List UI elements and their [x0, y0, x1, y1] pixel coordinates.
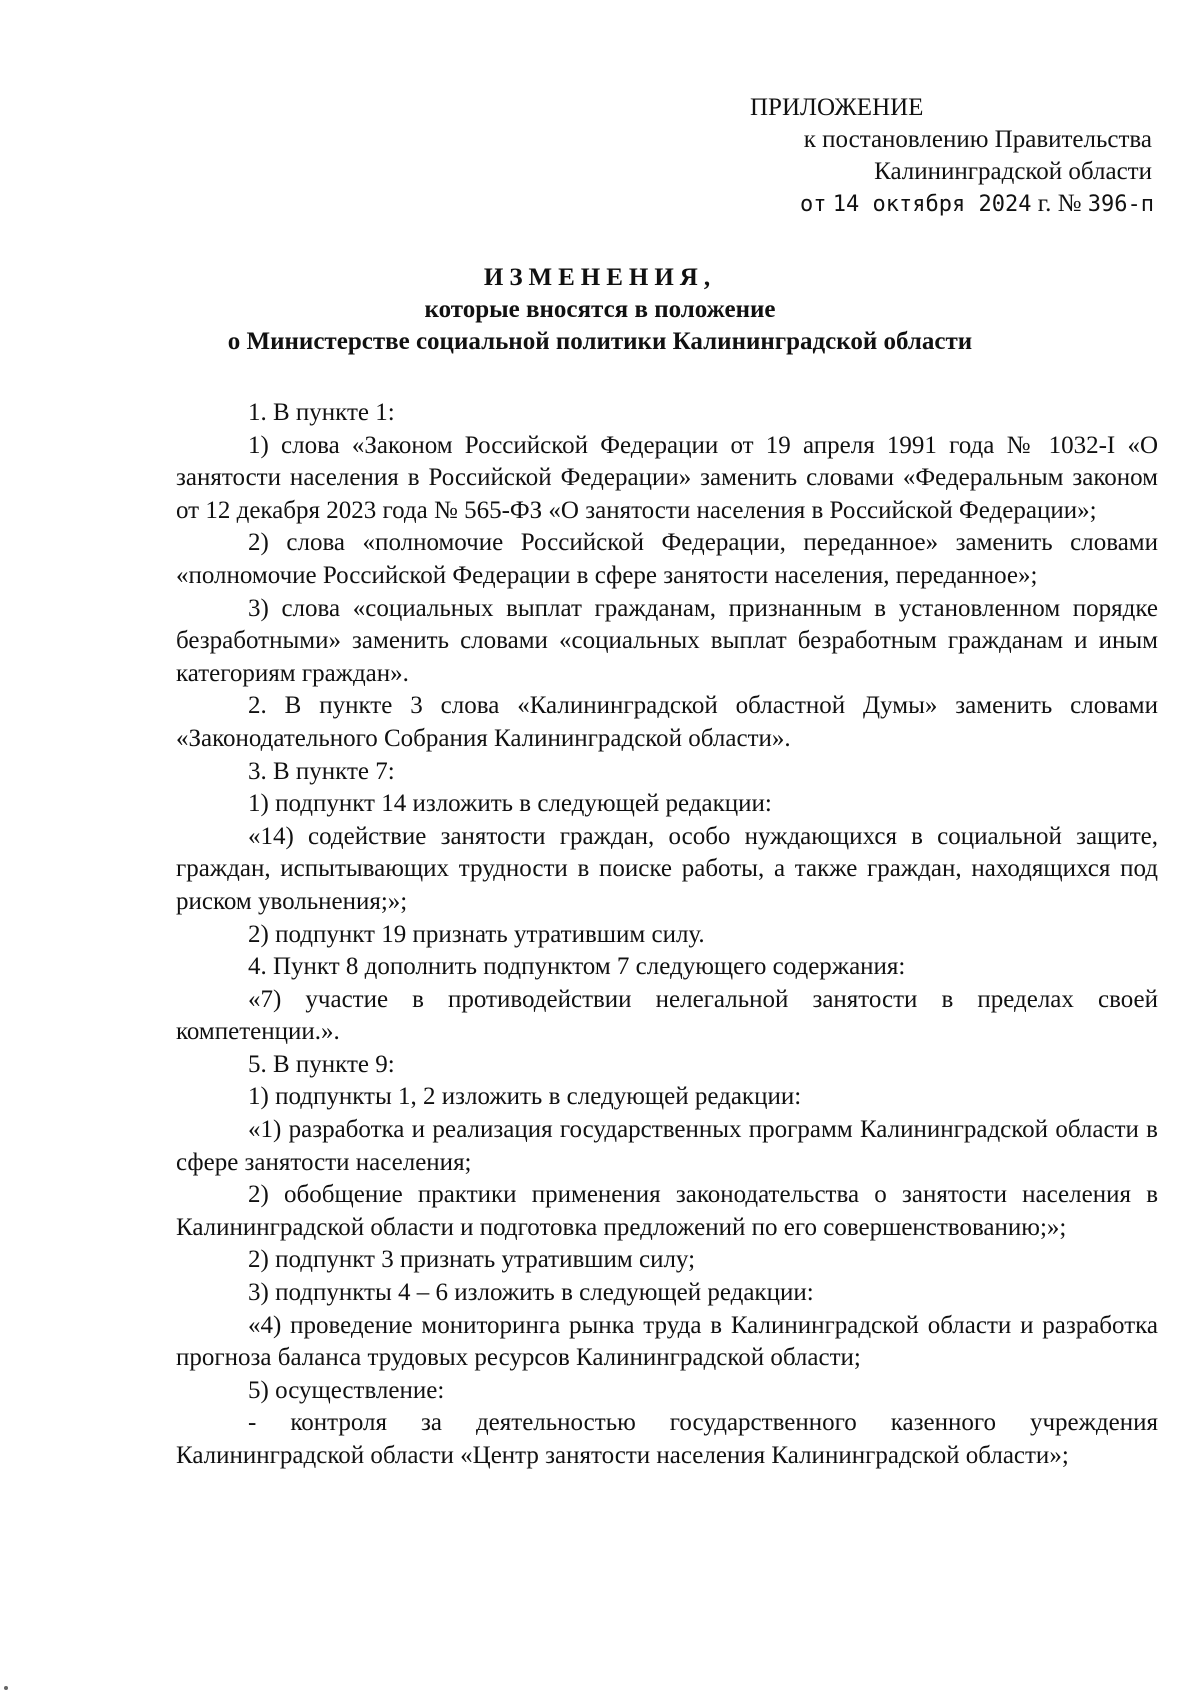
paragraph: - контроля за деятельностью государственного казенного учреждения Калининградской области «Центр занятости населения Калининградской области»;: [176, 1409, 1158, 1469]
paragraph: 1) подпункты 1, 2 изложить в следующей редакции:: [248, 1083, 802, 1111]
appendix-date-line: [660, 188, 1160, 221]
paragraph: 2) подпункт 3 признать утратившим силу;: [248, 1246, 696, 1274]
paragraph: «4) проведение мониторинга рынка труда в Калининградской области и разработка прогноза баланса трудовых ресурсов Калининградской области;: [176, 1311, 1158, 1372]
paragraph: 3. В пункте 7:: [248, 757, 395, 785]
appendix-line-2: Калининградской области: [874, 158, 1152, 185]
paragraph: 3) подпункты 4 – 6 изложить в следующей редакции:: [248, 1279, 814, 1307]
heading-subtitle-1: которые вносятся в положение: [424, 296, 776, 323]
paragraph: 4. Пункт 8 дополнить подпунктом 7 следующего содержания:: [248, 953, 906, 981]
paragraph: 1) слова «Законом Российской Федерации от 19 апреля 1991 года № 1032-I «О занятости населения в Российской Федерации» заменить словами «Федеральным законом от 12 декабря 2023 года № 565-ФЗ «О занятости населения в Российской Федерации»;: [176, 431, 1158, 524]
paragraph: «1) разработка и реализация государственных программ Калининградской области в сфере занятости населения;: [176, 1116, 1158, 1176]
paragraph: 5) осуществление:: [248, 1376, 445, 1404]
document-heading: [170, 262, 1030, 358]
appendix-title: ПРИЛОЖЕНИЕ: [750, 94, 924, 121]
appendix-header: [660, 92, 1160, 221]
paragraph: 1) подпункт 14 изложить в следующей редакции:: [248, 790, 772, 818]
document-body: [176, 397, 1158, 1473]
paragraph: «14) содействие занятости граждан, особо нуждающихся в социальной защите, граждан, испытывающих трудности в поиске работы, а также граждан, находящихся под риском увольнения;»;: [176, 822, 1158, 915]
date-handwritten: 14 октября 2024: [832, 192, 1032, 217]
heading-subtitle-2: о Министерстве социальной политики Калининградской области: [227, 328, 973, 355]
paragraph: 3) слова «социальных выплат гражданам, признанным в установленном порядке безработными» заменить словами «социальных выплат безработным гражданам и иным категориям граждан».: [176, 594, 1158, 687]
paragraph: 2. В пункте 3 слова «Калининградской областной Думы» заменить словами «Законодательного Собрания Калининградской области».: [176, 692, 1158, 752]
date-mid: г. №: [1037, 190, 1082, 217]
paragraph: «7) участие в противодействии нелегальной занятости в пределах своей компетенции.».: [176, 985, 1158, 1046]
paragraph: 1. В пункте 1:: [248, 399, 395, 426]
heading-title: ИЗМЕНЕНИЯ,: [483, 264, 717, 291]
appendix-line-1: к постановлению Правительства: [803, 126, 1152, 153]
resolution-number: 396-п: [1087, 192, 1154, 217]
scan-speck: [4, 1686, 8, 1690]
paragraph: 2) подпункт 19 признать утратившим силу.: [248, 920, 705, 948]
date-prefix: от: [800, 192, 827, 217]
paragraph: 5. В пункте 9:: [248, 1050, 395, 1078]
paragraph: 2) обобщение практики применения законодательства о занятости населения в Калининградской области и подготовка предложений по его совершенствованию;»;: [176, 1181, 1158, 1241]
paragraph: 2) слова «полномочие Российской Федерации, переданное» заменить словами «полномочие Российской Федерации в сфере занятости населения, переданное»;: [176, 529, 1158, 589]
